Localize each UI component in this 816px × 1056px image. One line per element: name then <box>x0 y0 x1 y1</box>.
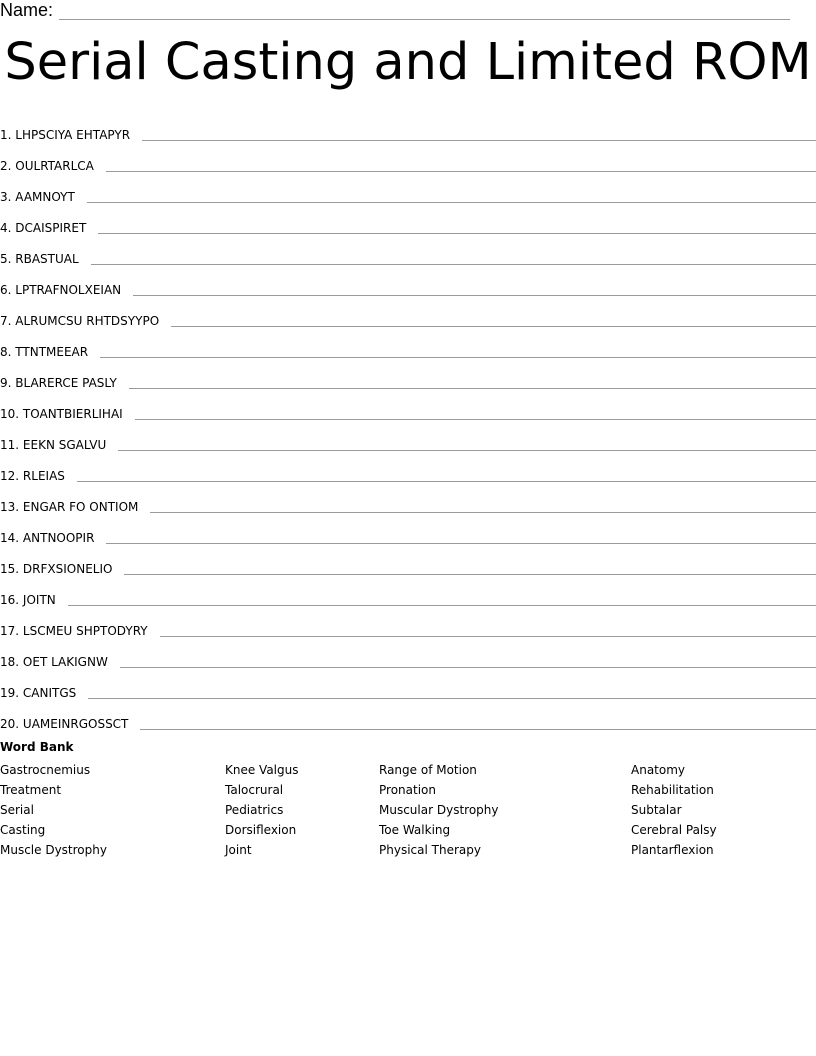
word-bank-word: Knee Valgus <box>225 763 299 777</box>
list-item <box>0 546 816 577</box>
list-item <box>0 484 816 515</box>
word-bank-word: Subtalar <box>631 803 682 817</box>
item-text <box>0 716 140 732</box>
item-scramble: BLARERCE PASLY <box>15 376 117 390</box>
answer-line[interactable] <box>118 440 816 451</box>
item-number: 2. <box>0 159 12 173</box>
list-item <box>0 143 816 174</box>
answer-line[interactable] <box>68 595 816 606</box>
answer-line[interactable] <box>135 409 816 420</box>
answer-line[interactable] <box>124 564 816 575</box>
word-bank-word: Anatomy <box>631 763 686 777</box>
item-text <box>0 344 100 360</box>
list-item <box>0 298 816 329</box>
item-text <box>0 468 77 484</box>
item-scramble: RLEIAS <box>22 469 65 483</box>
item-number: 19. <box>0 686 20 700</box>
word-bank-word: Toe Walking <box>379 823 451 837</box>
word-bank-column <box>631 760 717 860</box>
word-bank-word: Dorsiflexion <box>225 823 297 837</box>
item-number: 15. <box>0 562 20 576</box>
word-bank-word: Rehabilitation <box>631 783 714 797</box>
item-scramble: OET LAKIGNW <box>22 655 108 669</box>
word-bank-column <box>379 760 498 860</box>
word-bank-word: Range of Motion <box>379 763 477 777</box>
list-item <box>0 112 816 143</box>
word-bank-word: Pronation <box>379 783 436 797</box>
answer-line[interactable] <box>100 347 816 358</box>
item-scramble: TOANTBIERLIHAI <box>22 407 123 421</box>
word-bank-column <box>225 760 299 860</box>
item-scramble: AAMNOYT <box>15 190 75 204</box>
name-line[interactable] <box>59 3 790 20</box>
item-text <box>0 313 171 329</box>
item-number: 14. <box>0 531 20 545</box>
item-text <box>0 592 68 608</box>
answer-line[interactable] <box>120 657 816 668</box>
word-bank-word: Gastrocnemius <box>0 763 91 777</box>
word-bank-word: Physical Therapy <box>379 843 481 857</box>
list-item <box>0 329 816 360</box>
word-bank-word: Muscular Dystrophy <box>379 803 499 817</box>
list-item <box>0 577 816 608</box>
answer-line[interactable] <box>171 316 816 327</box>
answer-line[interactable] <box>98 223 816 234</box>
name-label: Name: <box>0 0 54 20</box>
item-number: 7. <box>0 314 12 328</box>
name-row <box>0 0 790 20</box>
list-item <box>0 670 816 701</box>
item-scramble: DCAISPIRET <box>15 221 87 235</box>
list-item <box>0 453 816 484</box>
scramble-list <box>0 112 816 732</box>
list-item <box>0 515 816 546</box>
item-scramble: JOITN <box>22 593 56 607</box>
answer-line[interactable] <box>150 502 816 513</box>
item-scramble: RBASTUAL <box>15 252 79 266</box>
word-bank-word: Serial <box>0 803 34 817</box>
item-scramble: UAMEINRGOSSCT <box>22 717 129 731</box>
item-text <box>0 158 106 174</box>
item-number: 6. <box>0 283 12 297</box>
word-bank-word: Treatment <box>0 783 62 797</box>
word-bank-word: Muscle Dystrophy <box>0 843 107 857</box>
item-text <box>0 220 98 236</box>
item-scramble: DRFXSIONELIO <box>22 562 113 576</box>
item-text <box>0 530 106 546</box>
item-text <box>0 654 120 670</box>
answer-line[interactable] <box>129 378 816 389</box>
item-number: 12. <box>0 469 20 483</box>
list-item <box>0 608 816 639</box>
word-bank-column <box>0 760 107 860</box>
item-scramble: LPTRAFNOLXEIAN <box>15 283 122 297</box>
word-bank-word: Cerebral Palsy <box>631 823 717 837</box>
answer-line[interactable] <box>87 192 816 203</box>
list-item <box>0 639 816 670</box>
item-text <box>0 189 87 205</box>
word-bank-word: Plantarflexion <box>631 843 714 857</box>
item-text <box>0 561 124 577</box>
word-bank-word: Pediatrics <box>225 803 284 817</box>
item-number: 11. <box>0 438 20 452</box>
worksheet-title: Serial Casting and Limited ROM <box>4 33 812 92</box>
word-bank-word: Joint <box>225 843 252 857</box>
item-scramble: LHPSCIYA EHTAPYR <box>15 128 131 142</box>
item-text <box>0 251 91 267</box>
answer-line[interactable] <box>91 254 816 265</box>
answer-line[interactable] <box>140 719 816 730</box>
item-scramble: ALRUMCSU RHTDSYYPO <box>15 314 160 328</box>
list-item <box>0 701 816 732</box>
item-scramble: CANITGS <box>22 686 77 700</box>
list-item <box>0 267 816 298</box>
word-bank-title: Word Bank <box>0 740 74 754</box>
answer-line[interactable] <box>77 471 816 482</box>
answer-line[interactable] <box>88 688 816 699</box>
answer-line[interactable] <box>133 285 816 296</box>
item-scramble: OULRTARLCA <box>15 159 94 173</box>
item-text <box>0 127 142 143</box>
item-number: 4. <box>0 221 12 235</box>
item-scramble: LSCMEU SHPTODYRY <box>22 624 148 638</box>
item-number: 13. <box>0 500 20 514</box>
word-bank <box>0 760 816 860</box>
item-number: 18. <box>0 655 20 669</box>
item-number: 20. <box>0 717 20 731</box>
answer-line[interactable] <box>106 533 816 544</box>
item-text <box>0 282 133 298</box>
word-bank-word: Casting <box>0 823 46 837</box>
item-scramble: ENGAR FO ONTIOM <box>22 500 139 514</box>
list-item <box>0 236 816 267</box>
item-text <box>0 685 88 701</box>
list-item <box>0 205 816 236</box>
answer-line[interactable] <box>142 130 816 141</box>
item-scramble: ANTNOOPIR <box>22 531 95 545</box>
item-number: 17. <box>0 624 20 638</box>
answer-line[interactable] <box>106 161 816 172</box>
item-number: 10. <box>0 407 20 421</box>
item-text <box>0 623 160 639</box>
list-item <box>0 360 816 391</box>
item-number: 16. <box>0 593 20 607</box>
answer-line[interactable] <box>160 626 816 637</box>
list-item <box>0 174 816 205</box>
item-number: 9. <box>0 376 12 390</box>
item-text <box>0 406 135 422</box>
list-item <box>0 391 816 422</box>
item-number: 5. <box>0 252 12 266</box>
word-bank-word: Talocrural <box>225 783 284 797</box>
item-text <box>0 499 150 515</box>
list-item <box>0 422 816 453</box>
item-scramble: EEKN SGALVU <box>22 438 107 452</box>
item-text <box>0 437 118 453</box>
item-number: 1. <box>0 128 12 142</box>
item-scramble: TTNTMEEAR <box>15 345 89 359</box>
item-number: 3. <box>0 190 12 204</box>
item-text <box>0 375 129 391</box>
item-number: 8. <box>0 345 12 359</box>
